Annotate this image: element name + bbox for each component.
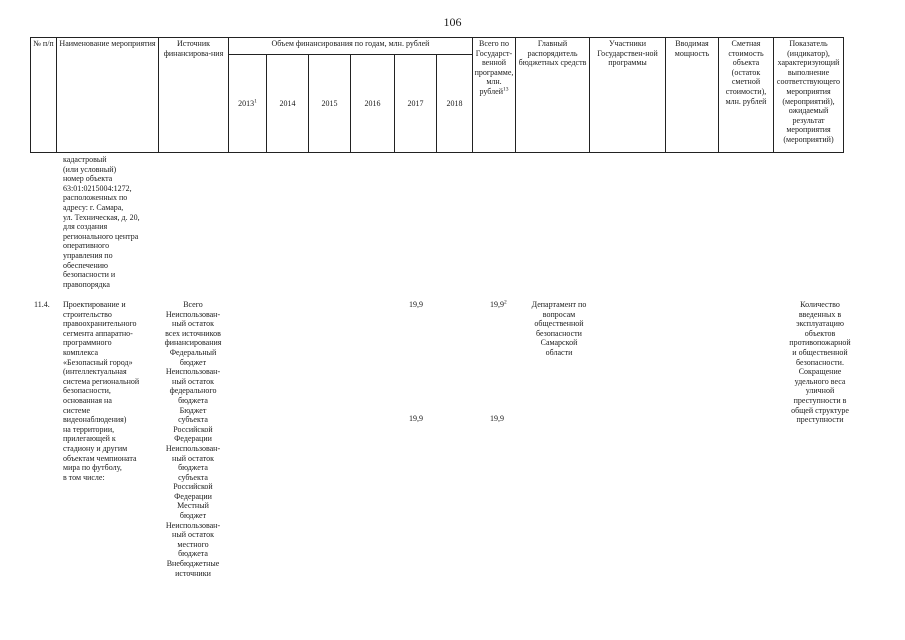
source-line: ный остаток: [172, 376, 214, 386]
row-name-line: строительство: [63, 309, 112, 319]
source-line: бюджета: [178, 549, 208, 559]
total-region: 19,9: [490, 414, 504, 423]
row-name-line: основанная на: [63, 395, 112, 405]
row-name-line: безопасности,: [63, 386, 111, 396]
page-number: 106: [443, 15, 462, 29]
source-line: федерального: [169, 386, 217, 396]
indicator-line: Количество: [800, 300, 840, 309]
continuation-line: управления по: [63, 250, 113, 260]
source-line: ный остаток: [172, 319, 214, 329]
continuation-line: 63:01:0215004:1272,: [63, 183, 132, 193]
source-line: бюджета: [178, 463, 208, 473]
header-name: Наименование мероприятия: [57, 38, 159, 153]
row-name-line: сегмента аппаратно-: [63, 328, 133, 338]
source-line: субъекта: [178, 472, 208, 482]
indicator-line: преступности: [796, 415, 844, 425]
indicator-line: введенных в: [798, 309, 842, 319]
row-manager: [521, 300, 597, 358]
indicator-line: эксплуатацию: [796, 319, 844, 329]
source-line: бюджет: [179, 511, 207, 521]
source-line: источники: [175, 568, 211, 578]
row-name-line: системе: [63, 405, 91, 415]
row-name-line: мира по футболу,: [63, 463, 122, 473]
source-line: бюджет: [179, 357, 207, 367]
source-line: местного: [177, 539, 209, 549]
row-name-line: стадиону и другим: [63, 443, 128, 453]
indicator-line: общей структуре: [791, 405, 849, 415]
source-line: Федерации: [174, 434, 212, 444]
indicator-line: противопожарной: [789, 338, 851, 348]
indicator-line: удельного веса: [794, 376, 846, 386]
source-line: всех источников: [165, 328, 221, 338]
source-line: Неиспользован-: [165, 520, 221, 530]
continuation-line: номер объекта: [63, 174, 113, 184]
value-2017-all: 19,9: [409, 300, 423, 309]
header-year-2018: 2018: [437, 55, 473, 153]
header-year-2013: 2013$^1$: [229, 55, 267, 153]
continuation-line: обеспечению: [63, 260, 109, 270]
manager-line: Самарской: [540, 338, 578, 348]
source-line: финансирования: [164, 338, 222, 348]
row-name-line: комплекса: [63, 347, 99, 357]
header-participants: Участники Государствен-ной программы: [590, 38, 666, 153]
continuation-line: безопасности и: [63, 270, 116, 280]
source-line: Неиспользован-: [165, 309, 221, 319]
row-number: 11.4.: [34, 300, 50, 309]
source-line: ный остаток: [172, 530, 214, 540]
continuation-line: правопорядка: [63, 279, 110, 289]
source-line: Внебюджетные: [166, 559, 220, 569]
row-name: [63, 300, 163, 482]
source-line: субъекта: [178, 415, 208, 425]
source-line: Неиспользован-: [165, 443, 221, 453]
total-all-footnote: 2: [504, 299, 507, 306]
manager-line: Департамент по: [531, 300, 587, 309]
continuation-line: адресу: г. Самара,: [63, 202, 124, 212]
row-name-line: прилегающей к: [63, 434, 116, 444]
row-name-line: правоохранительного: [63, 319, 137, 329]
row-name-line: программного: [63, 338, 112, 348]
indicator-line: Сокращение: [798, 367, 842, 377]
value-2017-region: 19,9: [409, 414, 423, 423]
header-year-2015: 2015: [309, 55, 351, 153]
row-indicator: [778, 300, 862, 425]
year-2013-footnote: 1: [254, 98, 257, 105]
header-year-2017: 2017: [395, 55, 437, 153]
row-name-line: «Безопасный город»: [63, 357, 133, 367]
source-line: Местный: [177, 501, 209, 511]
continuation-line: регионального центра: [63, 231, 139, 241]
continuation-line: (или условный): [63, 164, 117, 174]
continuation-line: для создания: [63, 222, 108, 232]
manager-line: области: [545, 347, 573, 357]
row-name-line: система региональной: [63, 376, 140, 386]
continuation-line: кадастровый: [63, 155, 107, 164]
row-name-line: объектам чемпионата: [63, 453, 137, 463]
source-line: Федеральный: [169, 347, 217, 357]
manager-line: вопросам: [542, 309, 576, 319]
row-name-line: в том числе:: [63, 472, 105, 482]
source-line: Неиспользован-: [165, 367, 221, 377]
header-volume: Объем финансирования по годам, млн. рублей: [229, 38, 473, 55]
source-line: Бюджет: [179, 405, 207, 415]
continuation-line: оперативного: [63, 241, 110, 251]
header-capacity: Вводимая мощность: [666, 38, 719, 153]
source-line: Всего: [183, 300, 203, 309]
source-line: Российской: [173, 424, 213, 434]
header-indicator: Показатель (индикатор), характеризующий выполнение соответствующего мероприятия (мероприятий), ожидаемый результат мероприятия (мероприятий): [774, 38, 844, 153]
header-total: Всего по Государст-венной программе, млн. рублей$^{13}$: [473, 38, 516, 153]
source-line: ный остаток: [172, 453, 214, 463]
source-line: Российской: [173, 482, 213, 492]
manager-line: общественной: [534, 319, 584, 329]
continuation-text: [63, 155, 163, 289]
header-total-footnote: 13: [502, 86, 509, 93]
indicator-line: и общественной: [792, 347, 848, 357]
row-name-line: видеонаблюдения): [63, 415, 127, 425]
continuation-line: ул. Техническая, д. 20,: [63, 212, 140, 222]
indicator-line: объектов: [804, 328, 836, 338]
header-source: Источник финансирова-ния: [159, 38, 229, 153]
header-year-2016: 2016: [351, 55, 395, 153]
header-cost: Сметная стоимость объекта (остаток сметной стоимости), млн. рублей: [719, 38, 774, 153]
total-all: 19,9$^2$: [490, 299, 507, 309]
row-source-list: [158, 300, 228, 578]
indicator-line: преступности в: [793, 395, 847, 405]
header-manager: Главный распорядитель бюджетных средств: [516, 38, 590, 153]
indicator-line: уличной: [805, 386, 835, 396]
source-line: бюджета: [178, 395, 208, 405]
header-year-2014: 2014: [267, 55, 309, 153]
manager-line: безопасности: [536, 328, 582, 338]
continuation-line: расположенных по: [63, 193, 128, 203]
header-num: № п/п: [31, 38, 57, 153]
source-line: Федерации: [174, 491, 212, 501]
row-name-line: Проектирование и: [63, 300, 126, 309]
row-name-line: (интеллектуальная: [63, 367, 127, 377]
row-name-line: на территории,: [63, 424, 115, 434]
funding-table: [30, 37, 844, 153]
indicator-line: безопасности.: [796, 357, 844, 367]
